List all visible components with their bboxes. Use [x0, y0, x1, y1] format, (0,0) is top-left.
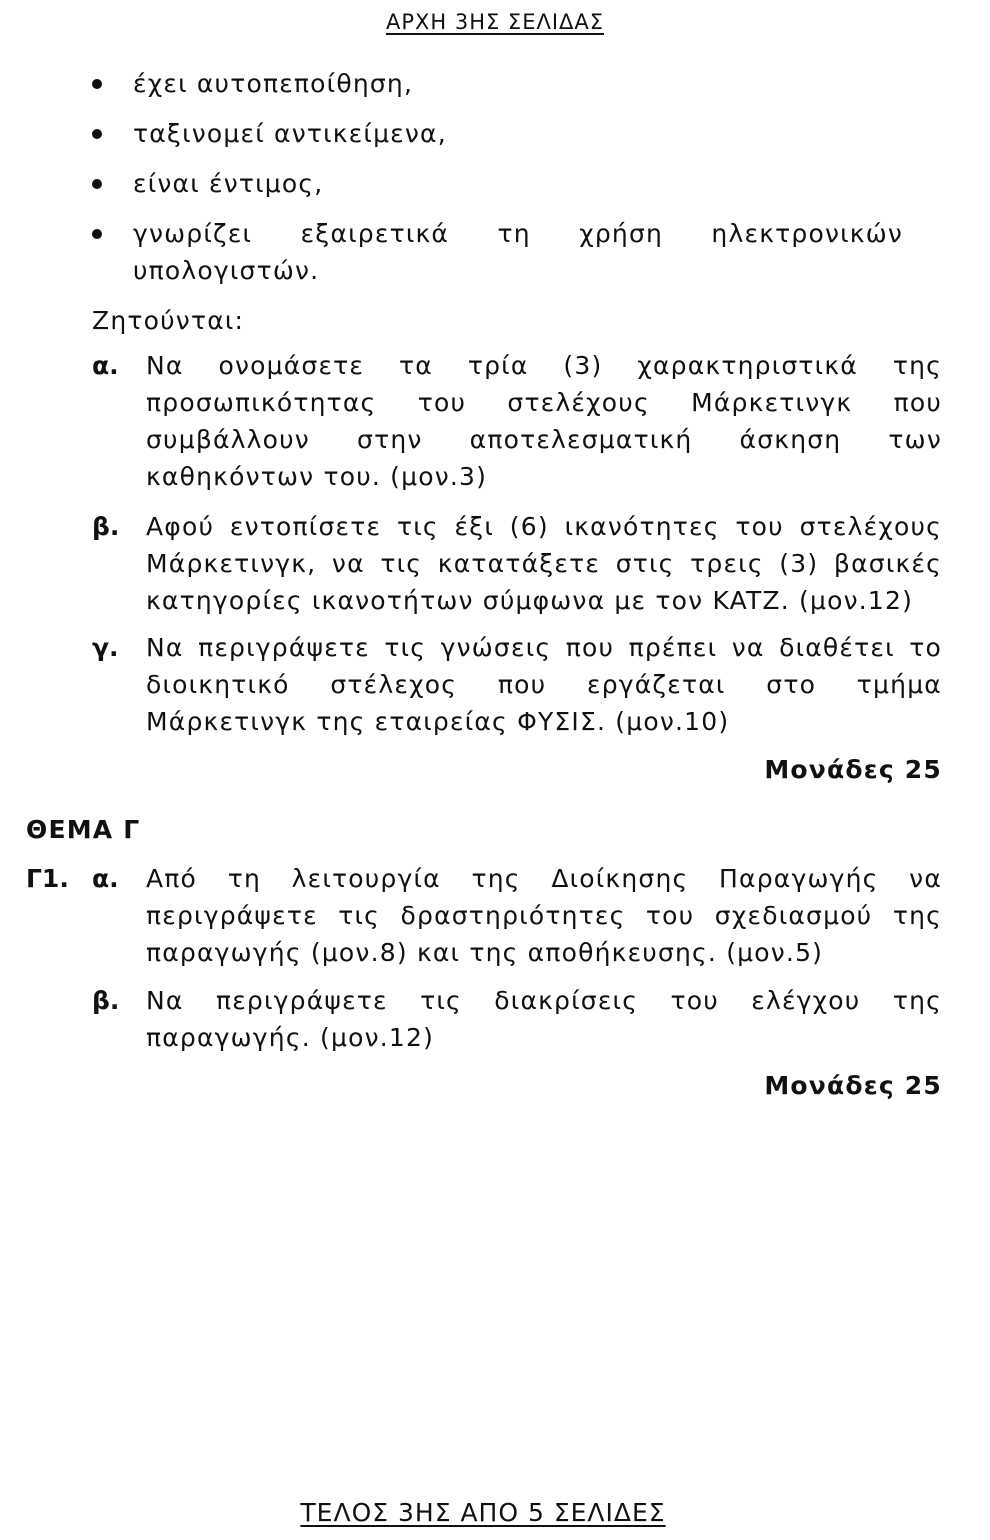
- requested-label: Ζητούνται:: [92, 306, 245, 335]
- section-title: ΘΕΜΑ Γ: [26, 815, 141, 844]
- question-marker: α.: [92, 351, 119, 380]
- units-label: Μονάδες 25: [764, 755, 942, 784]
- bullet-item: ταξινομεί αντικείμενα,: [133, 119, 447, 148]
- bullet-icon: [92, 229, 102, 239]
- bullet-icon: [92, 79, 102, 89]
- page-footer: ΤΕΛΟΣ 3ΗΣ ΑΠΟ 5 ΣΕΛΙΔΕΣ: [300, 1498, 666, 1527]
- question-text: Από τη λειτουργία της Διοίκησης Παραγωγής να περιγράψετε τις δραστηριότητες του σχεδιασμού της παραγωγής (μον.8) και της αποθήκευσης. (μον.5): [146, 864, 942, 967]
- subsection-label: Γ1.: [26, 864, 69, 893]
- question-marker: β.: [92, 986, 120, 1015]
- question-text: Να περιγράψετε τις γνώσεις που πρέπει να διαθέτει το διοικητικό στέλεχος που εργάζεται στο τμήμα Μάρκετινγκ της εταιρείας ΦΥΣΙΣ. (μον.10): [146, 633, 942, 736]
- question-text: Αφού εντοπίσετε τις έξι (6) ικανότητες του στελέχους Μάρκετινγκ, να τις κατατάξετε στις τρεις (3) βασικές κατηγορίες ικανοτήτων σύμφωνα με τον KATZ. (μον.12): [146, 512, 942, 615]
- page-header: ΑΡΧΗ 3ΗΣ ΣΕΛΙΔΑΣ: [385, 10, 605, 34]
- question-text: Να περιγράψετε τις διακρίσεις του ελέγχου της παραγωγής. (μον.12): [146, 986, 942, 1052]
- bullet-icon: [92, 129, 102, 139]
- question-marker: γ.: [92, 633, 119, 662]
- bullet-item: είναι έντιμος,: [133, 169, 324, 198]
- bullet-item: γνωρίζει εξαιρετικά τη χρήση ηλεκτρονικών υπολογιστών.: [133, 219, 903, 285]
- units-label: Μονάδες 25: [764, 1071, 942, 1100]
- question-text: Να ονομάσετε τα τρία (3) χαρακτηριστικά της προσωπικότητας του στελέχους Μάρκετινγκ που συμβάλλουν στην αποτελεσματική άσκηση των καθηκόντων του. (μον.3): [146, 351, 942, 491]
- bullet-item: έχει αυτοπεποίθηση,: [133, 69, 414, 98]
- question-marker: α.: [92, 864, 119, 893]
- bullet-icon: [92, 179, 102, 189]
- question-marker: β.: [92, 512, 120, 541]
